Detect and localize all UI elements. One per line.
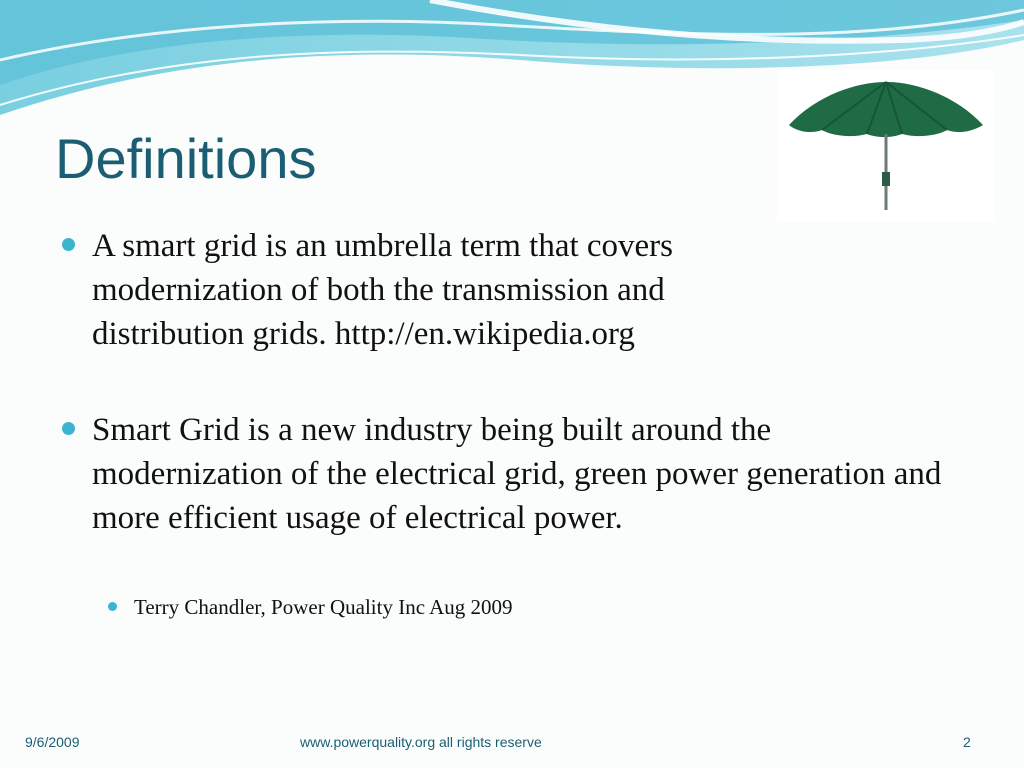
footer-center-text: www.powerquality.org all rights reserve	[300, 734, 542, 750]
bullet-text: A smart grid is an umbrella term that covers modernization of both the transmission and distribution grids. http://en.wikipedia.org	[92, 228, 674, 352]
sub-bullet-item	[108, 593, 708, 621]
umbrella-icon	[777, 70, 995, 222]
footer-date: 9/6/2009	[25, 734, 80, 750]
slide-title: Definitions	[55, 127, 317, 190]
sub-bullet-text: Terry Chandler, Power Quality Inc Aug 2009	[134, 595, 513, 619]
bullet-dot-icon	[108, 602, 117, 611]
bullet-text: Smart Grid is a new industry being built around the modernization of the electrical grid, green power generation and more efficient usage of electrical power.	[92, 412, 942, 536]
bullet-dot-icon	[62, 238, 75, 251]
bullet-item	[62, 224, 782, 356]
bullet-dot-icon	[62, 422, 75, 435]
footer-page-number: 2	[963, 734, 971, 750]
umbrella-image	[777, 70, 995, 222]
bullet-item	[62, 408, 942, 540]
